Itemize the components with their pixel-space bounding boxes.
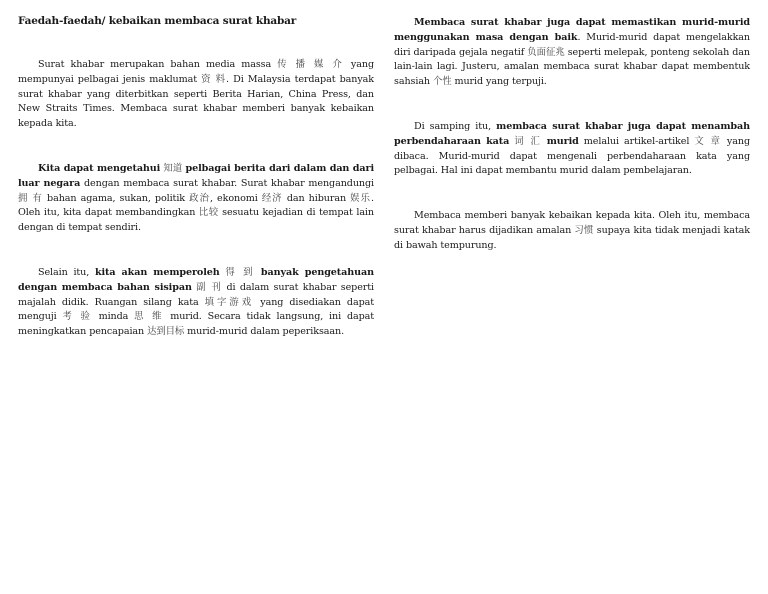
chinese-gloss: 经济 [261,192,283,204]
paragraph-vocabulary [394,120,750,179]
paragraph-news [18,162,374,236]
text-run: murid yang terpuji. [451,76,547,88]
paragraph-time-management [394,16,750,90]
text-run: Di samping itu, [414,120,497,132]
paragraph-conclusion [394,209,750,253]
paragraph-intro [18,58,374,132]
text-run: di dalam surat khabar seperti majalah didik. Ruangan silang kata [18,281,374,308]
text-run: Membaca memberi banyak kebaikan kepada kita. Oleh itu, membaca surat khabar harus dijadikan amalan [394,210,750,236]
text-run: seperti melepak, ponteng sekolah dan lain-lain lagi. Justeru, amalan membaca surat khabar dapat membentuk sahsiah [394,46,750,88]
text-run: yang disediakan dapat menguji [18,296,374,323]
text-run: murid-murid dalam peperiksaan. [184,326,345,338]
bold-phrase: banyak pengetahuan dengan membaca bahan sisipan [18,266,374,293]
chinese-gloss: 传 播 媒 介 [277,59,345,70]
chinese-gloss: 比较 [198,207,219,219]
chinese-gloss: 考 验 [62,311,93,323]
text-run: dan hiburan [282,192,351,204]
chinese-gloss: 资 料 [201,73,227,85]
text-run: . Oleh itu, kita dapat membandingkan [18,192,374,219]
text-run: yang mempunyai pelbagai jenis maklumat [18,59,374,85]
chinese-gloss: 个性 [432,76,452,88]
chinese-gloss: 文 章 [694,135,722,147]
chinese-gloss: 习惯 [574,224,594,236]
left-column [18,14,374,370]
chinese-gloss: 思 维 [134,311,165,323]
bold-phrase: pelbagai berita dari dalam dan dari luar negara [18,162,374,189]
bold-phrase: murid [546,135,579,147]
text-run: supaya kita tidak menjadi katak di bawah tempurung. [394,224,750,251]
text-run: minda [92,311,135,323]
text-run: sesuatu kejadian di tempat lain dengan di tempat sendiri. [18,207,374,234]
paragraph-knowledge [18,266,374,340]
text-run: yang dibaca. Murid-murid dapat mengenali perbendaharaan kata yang pelbagai. Hal ini dapat membantu murid dalam pembelajaran. [394,135,750,177]
text-run: . Di Malaysia terdapat banyak surat khabar yang diterbitkan seperti Berita Harian, China Press, dan New Straits Times. Membaca surat khabar memberi banyak kebaikan kepada kita. [18,73,374,130]
text-run: murid. Secara tidak langsung, ini dapat meningkatkan pencapaian [18,311,375,338]
text-run: , ekonomi [209,192,262,204]
text-run: dengan membaca surat khabar. Surat khabar mengandungi [80,177,374,189]
chinese-gloss: 娱乐 [350,192,372,204]
chinese-gloss: 得 到 [219,266,261,278]
bold-phrase: Kita dapat mengetahui [38,162,161,174]
bold-phrase: Membaca surat khabar juga dapat memastikan murid-murid menggunakan masa dengan baik [394,17,750,43]
text-run: melalui artikel-artikel [578,135,695,147]
chinese-gloss: 知道 [160,162,186,174]
chinese-gloss: 达到目标 [147,326,185,338]
chinese-gloss: 负面征兆 [527,46,565,58]
right-column [394,14,750,284]
text-run: Surat khabar merupakan bahan media massa [38,59,278,70]
text-run: Selain itu, [38,266,95,278]
chinese-gloss: 填字游戏 [204,296,255,308]
text-run: bahan agama, sukan, politik [42,192,190,204]
chinese-gloss: 副 刊 [191,281,227,293]
bold-phrase: membaca surat khabar juga dapat menambah perbendaharaan kata [394,120,750,147]
bold-phrase: kita akan memperoleh [94,266,220,278]
page-title: Faedah-faedah/ kebaikan membaca surat khabar [18,15,297,27]
chinese-gloss: 拥 有 [18,192,43,204]
chinese-gloss: 政治 [189,192,210,204]
text-run: . Murid-murid dapat mengelakkan diri daripada gejala negatif [394,31,751,58]
chinese-gloss: 词 汇 [509,135,547,147]
